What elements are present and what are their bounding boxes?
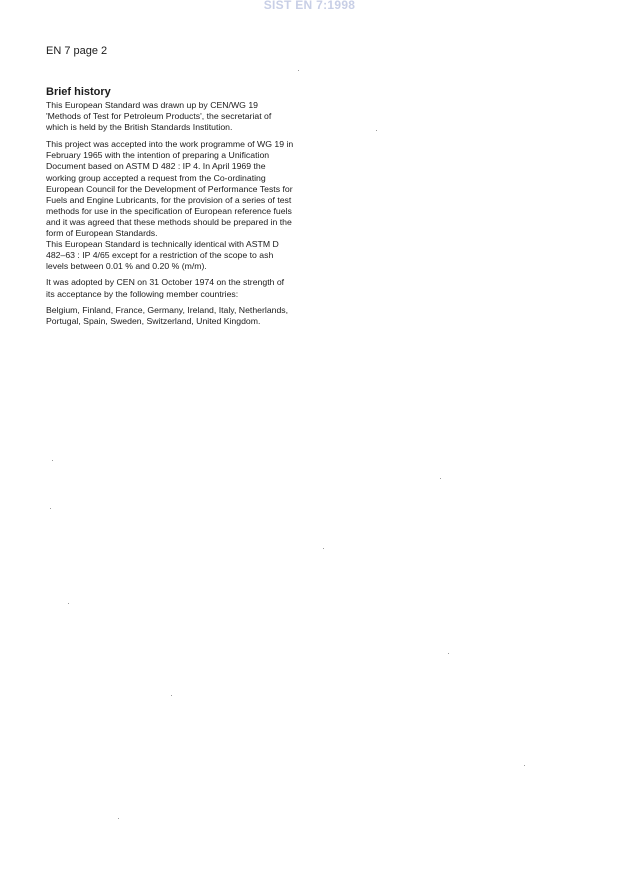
scan-speck — [171, 695, 172, 696]
scan-speck — [524, 765, 525, 766]
scan-speck — [298, 70, 299, 71]
paragraph-member-countries: Belgium, Finland, France, Germany, Ireland, Italy, Netherlands, Portugal, Spain, Sweden, Switzerland, United Kingdom. — [46, 304, 289, 326]
paragraph-project-history: This project was accepted into the work programme of WG 19 in February 1965 with the intention of preparing a Unification Document based on ASTM D 482 : IP 4. In April 1969 the working group accepted a request from the Co-ordinating European Council for the Development of Performance Tests for Fuels and Engine Lubricants, for the provision of a series of test methods for use in the specification of European reference fuels and it was agreed that these methods should be prepared in the form of European Standards. — [46, 139, 294, 239]
paragraph-drawn-up: This European Standard was drawn up by CEN/WG 19 'Methods of Test for Petroleum Products', the secretariat of which is held by the British Standards Institution. — [46, 100, 272, 133]
scan-speck — [440, 478, 441, 479]
scan-speck — [323, 548, 324, 549]
scan-speck — [50, 508, 51, 509]
scan-speck — [68, 603, 69, 604]
section-heading: Brief history — [46, 86, 111, 98]
scan-speck — [448, 653, 449, 654]
brief-history-section — [46, 86, 294, 332]
scan-speck — [376, 130, 377, 131]
scan-speck — [118, 818, 119, 819]
page-reference: EN 7 page 2 — [46, 45, 108, 57]
paragraph-technical-identity: This European Standard is technically identical with ASTM D 482–63 : IP 4/65 except for a restriction of the scope to ash levels between 0.01 % and 0.20 % (m/m). — [46, 239, 279, 272]
paragraph-adoption: It was adopted by CEN on 31 October 1974 on the strength of its acceptance by the following member countries: — [46, 277, 285, 299]
scan-speck — [52, 460, 53, 461]
watermark: SIST EN 7:1998 — [263, 0, 356, 12]
